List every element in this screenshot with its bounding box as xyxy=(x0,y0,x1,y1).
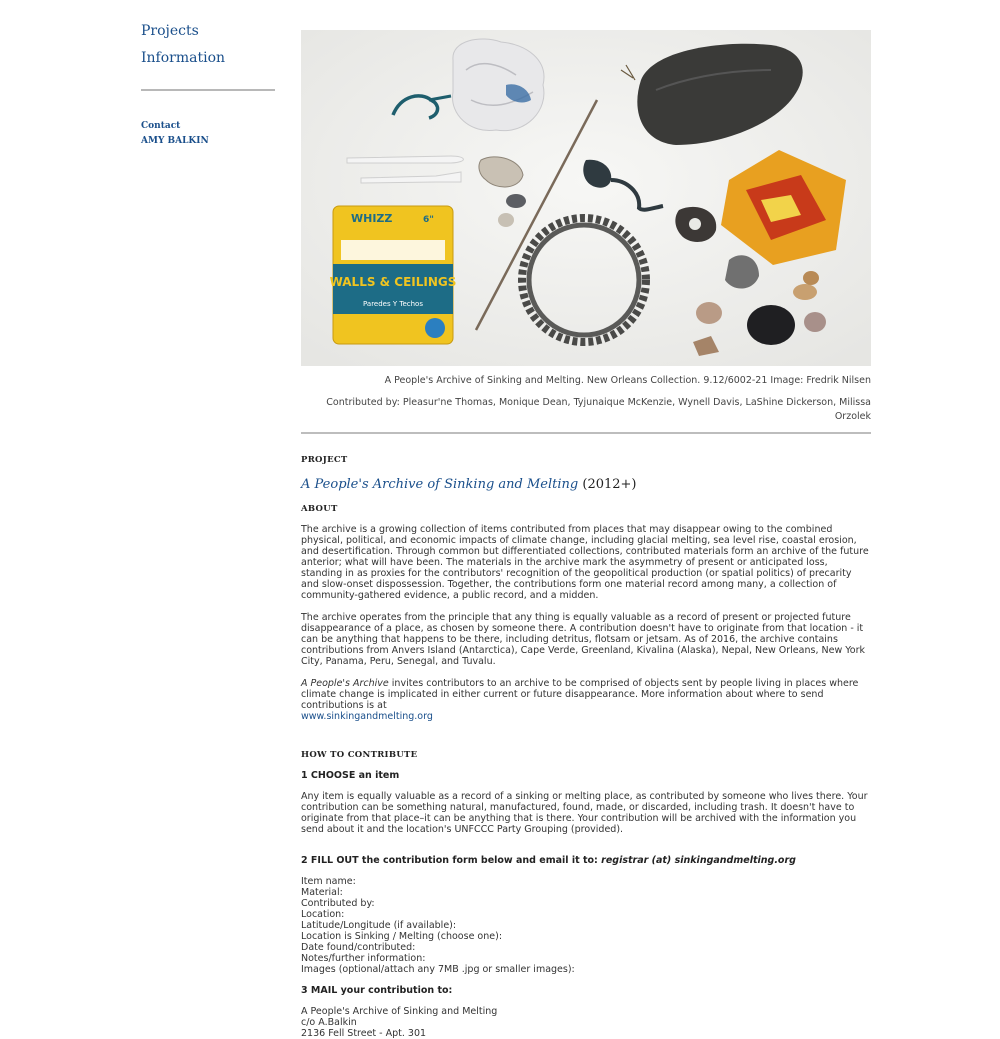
contact-block xyxy=(141,119,275,149)
step-2-heading xyxy=(301,855,871,866)
form-field-sinking-melting: Location is Sinking / Melting (choose one): xyxy=(301,931,503,942)
image-caption: A People's Archive of Sinking and Melting. New Orleans Collection. 9.12/6002-21 Image: Fredrik Nilsen xyxy=(384,375,871,386)
dark-stone-object xyxy=(506,194,526,208)
mailing-address xyxy=(301,1006,871,1039)
form-field-item-name: Item name: xyxy=(301,876,356,887)
form-field-material: Material: xyxy=(301,887,343,898)
sidebar xyxy=(141,22,275,149)
about-paragraph-2: The archive operates from the principle that any thing is equally valuable as a record of present or projected future disappearance of a place, as chosen by someone there. A contribution doesn't have to originate from that location - it can be anything that happens to be there, including detritus, flotsam or jetsam. As of 2016, the archive contains contributions from Anvers Island (Antarctica), Cape Verde, Greenland, Kivalina (Alaska), Nepal, New Orleans, New York City, Panama, Peru, Senegal, and Tuvalu. xyxy=(301,612,865,667)
about-section-label: ABOUT xyxy=(301,504,338,514)
nav-information-link[interactable]: Information xyxy=(141,50,226,66)
package-size: 6" xyxy=(423,215,434,225)
package-sublabel: Paredes Y Techos xyxy=(363,300,423,308)
form-field-date: Date found/contributed: xyxy=(301,942,416,953)
step-1-text: Any item is equally valuable as a record of a sinking or melting place, as contributed by someone who lives there. Your contribution can be something natural, manufactured, found, made, or discarded, including trash. It doesn't have to originate from that place–it can be anything that is there. Your contribution will be archived with the information you send about it and the location's UNFCCC Party Grouping (provided). xyxy=(301,791,868,835)
form-field-lat-long: Latitude/Longitude (if available): xyxy=(301,920,457,931)
about-paragraph-1: The archive is a growing collection of items contributed from places that may disappear owing to the combined physical, political, and economic impacts of climate change, including glacial melting, sea level rise, coastal erosion, and desertification. Through common but differentiated collections, contributed materials form an archive of the future anterior; what will have been. The materials in the archive mark the asymmetry of present or anticipated loss, standing in as proxies for the contributors' recognition of the geopolitical production (or spatial politics) of precarity and slow-onset dispossession. Together, the contributions form one material record among many, a collection of community-gathered evidence, a public record, and a midden. xyxy=(301,524,869,601)
about-paragraph-3-text: invites contributors to an archive to be comprised of objects sent by people living in places where climate change is implicated in either current or future disappearance. More information about where to send contributions is at xyxy=(301,678,859,711)
main-content xyxy=(301,30,871,1039)
contribution-form-fields xyxy=(301,876,871,975)
project-years: (2012+) xyxy=(582,477,637,492)
sandpaper-package-object xyxy=(330,206,457,344)
project-title xyxy=(301,477,871,492)
black-lens-object xyxy=(747,305,795,345)
step-2-title: 2 FILL OUT the contribution form below and email it to: xyxy=(301,855,602,866)
address-line: A People's Archive of Sinking and Melting xyxy=(301,1006,498,1017)
website-link[interactable]: www.sinkingandmelting.org xyxy=(301,711,433,722)
step-1-heading: 1 CHOOSE an item xyxy=(301,770,400,781)
registrar-email: registrar (at) sinkingandmelting.org xyxy=(601,855,796,866)
plastic-bag-object xyxy=(453,39,544,131)
address-line: 2136 Fell Street - Apt. 301 xyxy=(301,1028,427,1039)
package-brand: WHIZZ xyxy=(351,212,393,225)
step-3-heading: 3 MAIL your contribution to: xyxy=(301,985,453,996)
project-title-link[interactable]: A People's Archive of Sinking and Melting xyxy=(301,477,579,492)
form-field-location: Location: xyxy=(301,909,345,920)
form-field-notes: Notes/further information: xyxy=(301,953,426,964)
hero-image xyxy=(301,30,871,366)
archive-objects-photo xyxy=(301,30,871,366)
about-paragraph-3 xyxy=(301,678,871,722)
archive-name-italic: A People's Archive xyxy=(301,678,389,689)
nav-projects-link[interactable]: Projects xyxy=(141,23,199,39)
address-line: c/o A.Balkin xyxy=(301,1017,357,1028)
form-field-contributed-by: Contributed by: xyxy=(301,898,375,909)
content-divider xyxy=(301,432,871,434)
contact-link[interactable]: Contact xyxy=(141,121,181,131)
form-field-images: Images (optional/attach any 7MB .jpg or smaller images): xyxy=(301,964,575,975)
project-section-label: PROJECT xyxy=(301,455,348,465)
artist-name-link[interactable]: AMY BALKIN xyxy=(141,136,209,146)
sidebar-divider xyxy=(141,89,275,91)
image-contributors: Contributed by: Pleasur'ne Thomas, Monique Dean, Tyjunaique McKenzie, Wynell Davis, LaShine Dickerson, Milissa Orzolek xyxy=(326,397,871,422)
package-label: WALLS & CEILINGS xyxy=(329,275,457,289)
contribute-section-label: HOW TO CONTRIBUTE xyxy=(301,750,418,760)
